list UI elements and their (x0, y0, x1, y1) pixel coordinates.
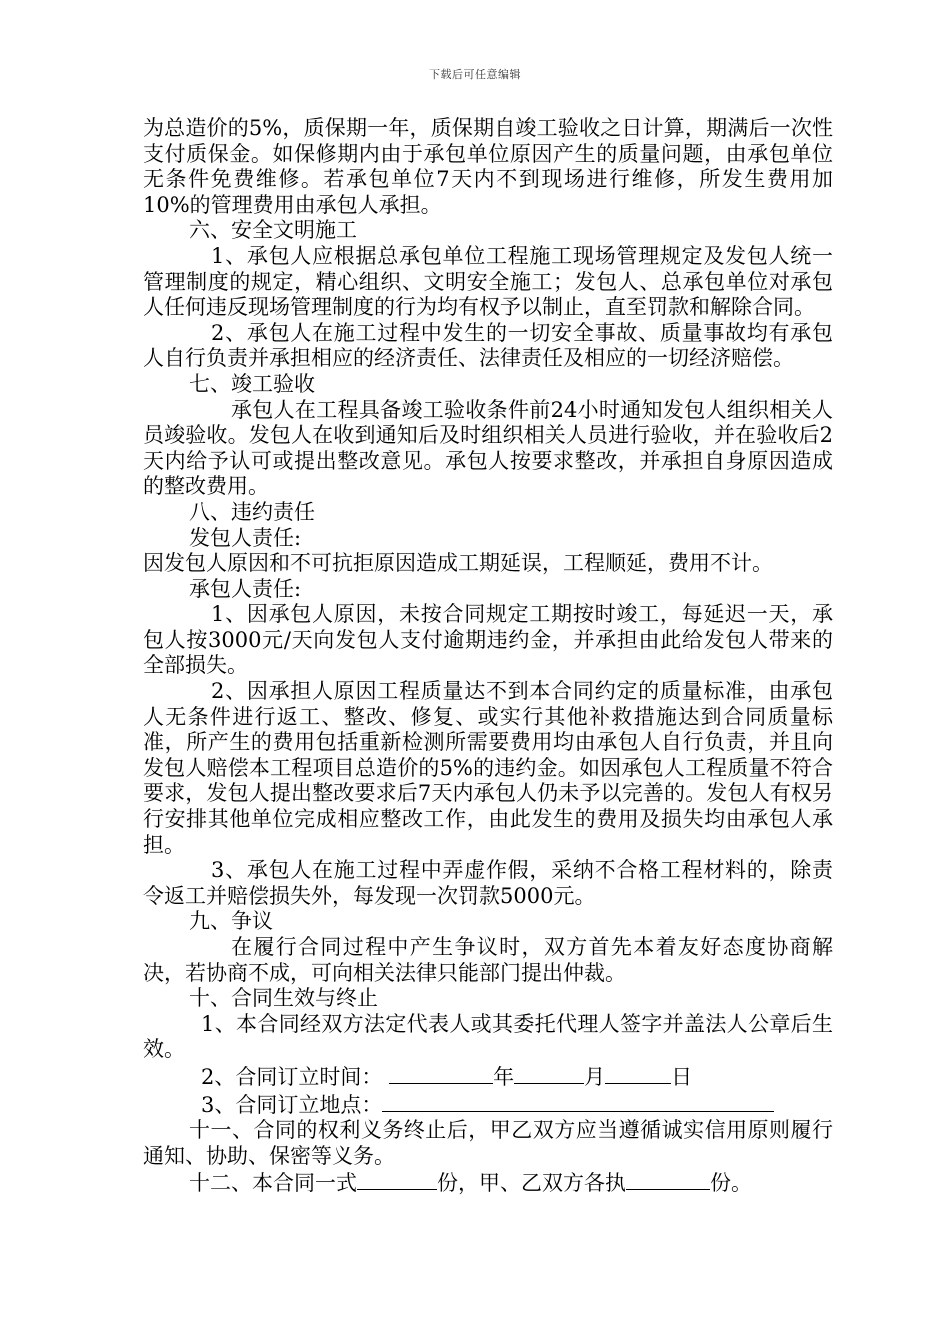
year-label: 年 (493, 1064, 515, 1089)
day-blank (605, 1063, 671, 1084)
copies-label: 十二、本合同一式 (189, 1171, 357, 1196)
paragraph-6-2-text: 2、承包人在施工过程中发生的一切安全事故、质量事故均有承包人自行负责并承担相应的经济责任、法律责任及相应的一切经济赔偿。 (143, 320, 833, 371)
paragraph-8-2-text: 2、因承担人原因工程质量达不到本合同约定的质量标准，由承包人无条件进行返工、整改、修复、或实行其他补救措施达到合同质量标准，所产生的费用包括重新检测所需要费用均由承包人自行负责，并且向发包人赔偿本工程项目总造价的5%的违约金。如因承包人工程质量不符合要求，发包人提出整改要求后7天内承包人仍未予以完善的。发包人有权另行安排其他单位完成相应整改工作，由此发生的费用及损失均由承包人承担。 (143, 679, 833, 857)
paragraph-11-text: 十一、合同的权利义务终止后，甲乙双方应当遵循诚实信用原则履行通知、协助、保密等义务。 (143, 1118, 833, 1168)
paragraph-11 (143, 1118, 833, 1169)
contractor-liability-heading: 承包人责任: (189, 576, 302, 601)
copies-each-blank (626, 1169, 710, 1190)
paragraph-8-3 (143, 858, 833, 909)
paragraph-7 (143, 398, 833, 500)
paragraph-10-1-text: 1、本合同经双方法定代表人或其委托代理人签字并盖法人公章后生效。 (143, 1011, 833, 1062)
signing-place-label: 3、合同订立地点： (201, 1092, 383, 1117)
place-blank (382, 1091, 774, 1112)
paragraph-9 (143, 935, 833, 986)
month-blank (514, 1063, 584, 1084)
month-label: 月 (584, 1064, 606, 1089)
document-body (143, 116, 833, 1197)
paragraph-6-2 (143, 321, 833, 372)
paragraph-8-1-text: 1、因承包人原因，未按合同规定工期按时竣工，每延迟一天，承包人按3000元/天向发包人支付逾期违约金，并承担由此给发包人带来的全部损失。 (143, 602, 833, 678)
copies-total-blank (357, 1169, 437, 1190)
paragraph-8-1 (143, 602, 833, 679)
day-label: 日 (671, 1064, 693, 1089)
paragraph-8-2 (143, 679, 833, 858)
paragraph-12 (143, 1169, 833, 1197)
section-heading-6: 六、安全文明施工 (189, 218, 357, 243)
signing-date-line (143, 1063, 833, 1091)
paragraph-warranty: 为总造价的5%，质保期一年，质保期自竣工验收之日计算，期满后一次性支付质保金。如保修期内由于承包单位原因产生的质量问题，由承包单位无条件免费维修。若承包单位7天内不到现场进行维修，所发生费用加10%的管理费用由承包人承担。 (143, 116, 833, 217)
signing-date-label: 2、合同订立时间： (201, 1064, 383, 1089)
paragraph-6-1 (143, 244, 833, 321)
year-blank (389, 1063, 493, 1084)
section-heading-10: 十、合同生效与终止 (189, 986, 378, 1011)
employer-liability-text: 因发包人原因和不可抗拒原因造成工期延误，工程顺延，费用不计。 (143, 551, 773, 576)
copies-each-label: 份，甲、乙双方各执 (437, 1171, 626, 1196)
paragraph-10-1 (143, 1012, 833, 1063)
paragraph-8-3-text: 3、承包人在施工过程中弄虚作假，采纳不合格工程材料的，除责令返工并赔偿损失外，每发现一次罚款5000元。 (143, 858, 833, 908)
paragraph-6-1-text: 1、承包人应根据总承包单位工程施工现场管理规定及发包人统一管理制度的规定，精心组织、文明安全施工；发包人、总承包单位对承包人任何违反现场管理制度的行为均有权予以制止，直至罚款和解除合同。 (143, 243, 833, 320)
paragraph-9-text: 在履行合同过程中产生争议时，双方首先本着友好态度协商解决，若协商不成，可向相关法律只能部门提出仲裁。 (143, 935, 833, 985)
employer-liability-heading: 发包人责任: (189, 525, 302, 550)
copies-end-label: 份。 (710, 1171, 752, 1196)
section-heading-7: 七、竣工验收 (189, 371, 315, 396)
page-header: 下载后可任意编辑 (429, 68, 521, 81)
section-heading-8: 八、违约责任 (189, 499, 315, 524)
paragraph-7-text: 承包人在工程具备竣工验收条件前24小时通知发包人组织相关人员竣验收。发包人在收到通知后及时组织相关人员进行验收，并在验收后2天内给予认可或提出整改意见。承包人按要求整改，并承担自身原因造成的整改费用。 (143, 397, 833, 499)
signing-place-line (143, 1091, 833, 1119)
section-heading-9: 九、争议 (189, 909, 273, 934)
